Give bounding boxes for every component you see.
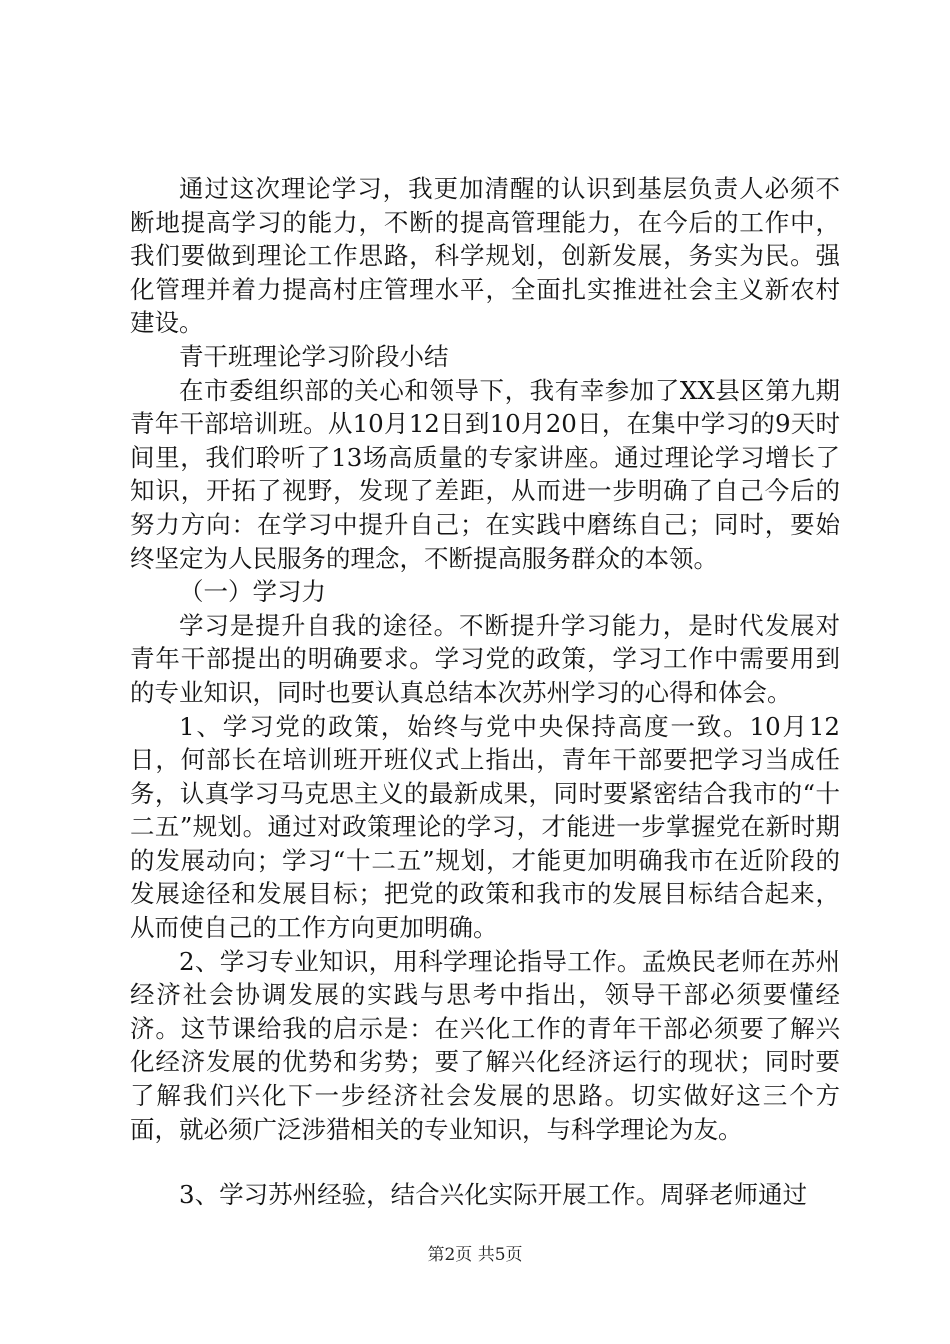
paragraph-point-3: 3、学习苏州经验，结合兴化实际开展工作。周驿老师通过 <box>179 1180 808 1210</box>
page-footer: 第2页 共5页 <box>427 1245 523 1265</box>
section-title: 青干班理论学习阶段小结 <box>179 341 449 371</box>
subsection-heading-learning: （一）学习力 <box>179 577 326 607</box>
document-body <box>130 172 840 1212</box>
paragraph-learning-intro: 学习是提升自我的途径。不断提升学习能力，是时代发展对青年干部提出的明确要求。学习党的政策，学习工作中需要用到的专业知识，同时也要认真总结本次苏州学习的心得和体会。 <box>130 610 840 707</box>
paragraph-point-1: 1、学习党的政策，始终与党中央保持高度一致。10月12日，何部长在培训班开班仪式上指出，青年干部要把学习当成任务，认真学习马克思主义的最新成果，同时要紧密结合我市的“十二五”规划。通过对政策理论的学习，才能进一步掌握党在新时期的发展动向；学习“十二五”规划，才能更加明确我市在近阶段的发展途径和发展目标；把党的政策和我市的发展目标结合起来，从而使自己的工作方向更加明确。 <box>130 711 840 943</box>
paragraph-intro-conclusion: 通过这次理论学习，我更加清醒的认识到基层负责人必须不断地提高学习的能力，不断的提高管理能力，在今后的工作中，我们要做到理论工作思路，科学规划，创新发展，务实为民。强化管理并着力提高村庄管理水平，全面扎实推进社会主义新农村建设。 <box>130 174 840 338</box>
paragraph-point-2: 2、学习专业知识，用科学理论指导工作。孟焕民老师在苏州经济社会协调发展的实践与思考中指出，领导干部必须要懂经济。这节课给我的启示是：在兴化工作的青年干部必须要了解兴化经济发展的优势和劣势；要了解兴化经济运行的现状；同时要了解我们兴化下一步经济社会发展的思路。切实做好这三个方面，就必须广泛涉猎相关的专业知识，与科学理论为友。 <box>130 946 840 1144</box>
paragraph-training-overview: 在市委组织部的关心和领导下，我有幸参加了XX县区第九期青年干部培训班。从10月12日到10月20日，在集中学习的9天时间里，我们聆听了13场高质量的专家讲座。通过理论学习增长了知识，开拓了视野，发现了差距，从而进一步明确了自己今后的努力方向：在学习中提升自己；在实践中磨练自己；同时，要始终坚定为人民服务的理念，不断提高服务群众的本领。 <box>130 375 840 573</box>
